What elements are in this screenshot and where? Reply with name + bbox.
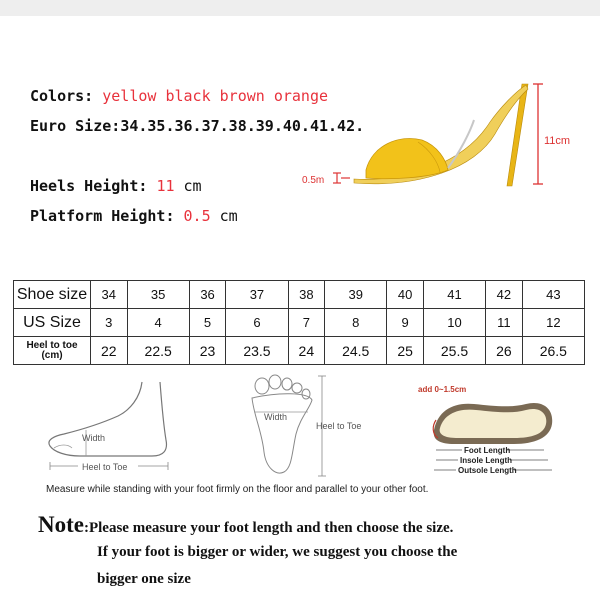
table-cell: 23.5 [226, 337, 288, 365]
measurement-caption: Measure while standing with your foot firmly on the floor and parallel to your other foot. [46, 484, 429, 495]
table-cell: 6 [226, 309, 288, 337]
spec-platform-height [30, 207, 238, 225]
table-cell: 22 [91, 337, 128, 365]
note-line-3: bigger one size [97, 571, 191, 587]
note-text-1: :Please measure your foot length and then choose the size. [83, 520, 454, 536]
table-cell: 5 [189, 309, 226, 337]
top-foot-diagram [238, 372, 378, 482]
table-cell: 25 [387, 337, 424, 365]
table-cell: 9 [387, 309, 424, 337]
table-cell: 40 [387, 281, 424, 309]
top-heel-to-toe-label: Heel to Toe [316, 421, 362, 431]
euro-size-label: Euro Size: [30, 117, 121, 135]
heel-to-toe-label: Heel to toe [26, 339, 78, 351]
euro-size-value: 34.35.36.37.38.39.40.41.42. [120, 117, 365, 135]
table-cell: 42 [486, 281, 523, 309]
table-cell: 41 [423, 281, 485, 309]
height-label: 11cm [544, 135, 571, 147]
table-cell: 38 [288, 281, 325, 309]
platform-label: 0.5m [302, 175, 325, 186]
insole-outsole-length-label: Outsole Length [458, 466, 517, 475]
side-foot-diagram [40, 378, 180, 480]
size-chart-table [13, 280, 585, 365]
colors-label: Colors: [30, 87, 94, 105]
table-cell: 4 [127, 309, 189, 337]
table-cell: 8 [325, 309, 387, 337]
insole-add-label: add 0~1.5cm [418, 385, 467, 394]
table-cell: 26 [486, 337, 523, 365]
table-cell: 34 [91, 281, 128, 309]
table-cell: 43 [522, 281, 584, 309]
table-cell: 12 [522, 309, 584, 337]
top-band [0, 0, 600, 16]
shoe-illustration [290, 70, 590, 200]
table-cell: 25.5 [423, 337, 485, 365]
platform-height-unit: cm [219, 207, 238, 225]
table-cell: 24.5 [325, 337, 387, 365]
height-dimension [533, 84, 570, 184]
row-label-heel-to-toe [14, 337, 91, 365]
table-cell: 24 [288, 337, 325, 365]
heel-height-label: Heels Height: [30, 177, 148, 195]
table-cell: 26.5 [522, 337, 584, 365]
side-heel-to-toe-label: Heel to Toe [82, 462, 128, 472]
top-width-label: Width [264, 412, 288, 422]
table-cell: 37 [226, 281, 288, 309]
row-label-shoe-size: Shoe size [14, 281, 91, 309]
heel-height-unit: cm [183, 177, 202, 195]
strap-shape [366, 138, 448, 178]
note-line-2: If your foot is bigger or wider, we suggest you choose the [97, 544, 458, 560]
insole-diagram [414, 380, 564, 482]
table-cell: 35 [127, 281, 189, 309]
table-cell: 39 [325, 281, 387, 309]
insole-foot-length-label: Foot Length [464, 446, 511, 455]
table-cell: 7 [288, 309, 325, 337]
note-line-1 [38, 512, 453, 538]
heel-to-toe-unit: (cm) [41, 349, 63, 361]
platform-dimension [302, 173, 350, 186]
insole-insole-length-label: Insole Length [460, 456, 512, 465]
table-cell: 3 [91, 309, 128, 337]
note-title: Note [38, 512, 84, 537]
table-cell: 22.5 [127, 337, 189, 365]
side-width-label: Width [82, 433, 106, 443]
table-row [14, 337, 585, 365]
table-row [14, 309, 585, 337]
spec-colors [30, 87, 328, 105]
table-cell: 10 [423, 309, 485, 337]
spec-heel-height [30, 177, 202, 195]
table-row [14, 281, 585, 309]
colors-value: yellow black brown orange [102, 87, 329, 105]
platform-height-label: Platform Height: [30, 207, 175, 225]
table-cell: 36 [189, 281, 226, 309]
row-label-us-size: US Size [14, 309, 91, 337]
table-cell: 23 [189, 337, 226, 365]
platform-height-value: 0.5 [183, 207, 211, 225]
table-cell: 11 [486, 309, 523, 337]
heel-height-value: 11 [156, 177, 175, 195]
